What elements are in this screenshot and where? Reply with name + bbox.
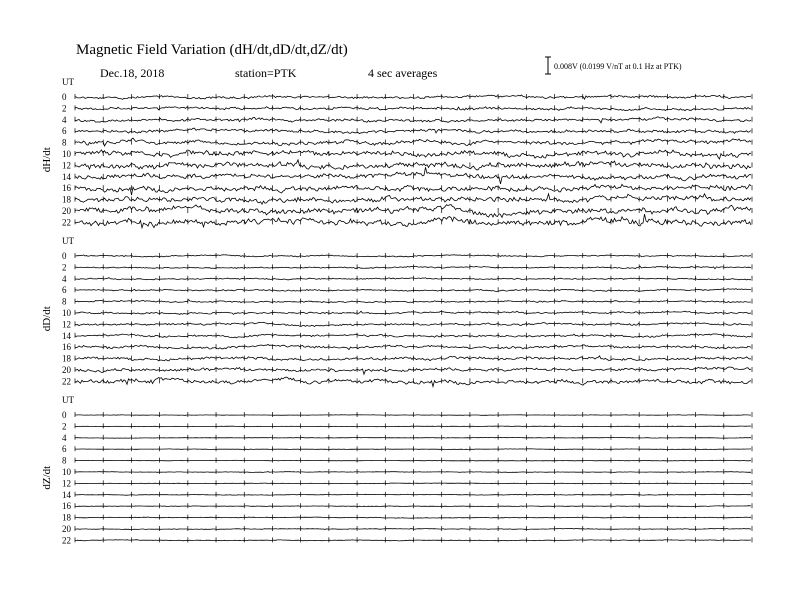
hour-label: 6: [62, 444, 67, 455]
trace-line: [75, 160, 751, 170]
trace-line: [75, 150, 751, 159]
trace-line: [75, 540, 751, 541]
hour-label: 8: [62, 455, 67, 466]
hour-label: 2: [62, 421, 67, 432]
hour-label: 22: [62, 535, 71, 546]
hour-label: 8: [62, 296, 67, 307]
hour-label: 18: [62, 512, 71, 523]
hour-label: 16: [62, 342, 71, 353]
trace-line: [75, 367, 751, 374]
trace-line: [75, 214, 751, 228]
trace-line: [75, 334, 751, 338]
trace-line: [75, 194, 751, 204]
trace-line: [75, 300, 751, 303]
hour-label: 12: [62, 478, 71, 489]
panels-group: [41, 77, 752, 545]
scale-bar: [545, 57, 682, 74]
trace-line: [75, 460, 751, 461]
hour-label: 12: [62, 319, 71, 330]
panel-1: [41, 77, 752, 228]
trace-line: [75, 184, 751, 195]
hour-label: 12: [62, 160, 71, 171]
hour-label: 22: [62, 217, 71, 228]
hour-label: 14: [62, 330, 71, 341]
trace-line: [75, 483, 751, 484]
hour-label: 22: [62, 376, 71, 387]
panel-2: [41, 236, 752, 387]
trace-line: [75, 128, 751, 133]
trace-line: [75, 449, 751, 450]
hour-label: 18: [62, 194, 71, 205]
hour-label: 20: [62, 365, 71, 375]
hour-label: 4: [62, 432, 67, 443]
trace-line: [75, 426, 751, 427]
hour-label: 4: [62, 273, 67, 284]
scale-bar-label: 0.008V (0.0199 V/nT at 0.1 Hz at PTK): [554, 62, 682, 71]
hour-label: 16: [62, 501, 71, 512]
trace-line: [75, 311, 751, 314]
trace-line: [75, 205, 751, 218]
trace-line: [75, 167, 751, 184]
hour-label: 14: [62, 489, 71, 500]
hour-label: 6: [62, 285, 67, 296]
trace-line: [75, 415, 751, 416]
ut-label: UT: [62, 77, 74, 87]
trace-line: [75, 528, 751, 529]
trace-line: [75, 138, 751, 146]
trace-line: [75, 517, 751, 518]
trace-line: [75, 278, 751, 280]
trace-line: [75, 289, 751, 292]
hour-label: 4: [62, 114, 67, 125]
date-label: Dec.18, 2018: [100, 66, 165, 80]
trace-line: [75, 117, 751, 123]
hour-label: 20: [62, 524, 71, 534]
hour-label: 0: [62, 410, 67, 420]
trace-line: [75, 506, 751, 507]
panel-3: [41, 395, 752, 545]
ut-label: UT: [62, 395, 74, 405]
panel-ylabel: dH/dt: [41, 147, 53, 173]
station-label: station=PTK: [235, 66, 297, 80]
trace-line: [75, 437, 751, 438]
hour-label: 20: [62, 206, 71, 216]
trace-line: [75, 266, 751, 268]
trace-line: [75, 322, 751, 326]
hour-label: 10: [62, 467, 71, 477]
panel-ylabel: dZ/dt: [41, 465, 53, 490]
hour-label: 6: [62, 126, 67, 137]
hour-label: 2: [62, 262, 67, 273]
hour-label: 18: [62, 353, 71, 364]
hour-label: 16: [62, 183, 71, 194]
ut-label: UT: [62, 236, 74, 246]
hour-label: 10: [62, 149, 71, 159]
hour-label: 14: [62, 171, 71, 182]
chart-title: Magnetic Field Variation (dH/dt,dD/dt,dZ/dt): [76, 42, 348, 58]
trace-line: [75, 95, 751, 99]
averaging-label: 4 sec averages: [368, 66, 438, 80]
hour-label: 8: [62, 137, 67, 148]
hour-label: 2: [62, 103, 67, 114]
panel-ylabel: dD/dt: [41, 306, 53, 332]
trace-line: [75, 472, 751, 473]
trace-line: [75, 356, 751, 361]
hour-label: 10: [62, 308, 71, 318]
hour-label: 0: [62, 251, 67, 261]
trace-line: [75, 345, 751, 350]
trace-line: [75, 107, 751, 111]
trace-line: [75, 255, 751, 257]
trace-line: [75, 377, 751, 386]
hour-label: 0: [62, 92, 67, 102]
trace-line: [75, 494, 751, 495]
